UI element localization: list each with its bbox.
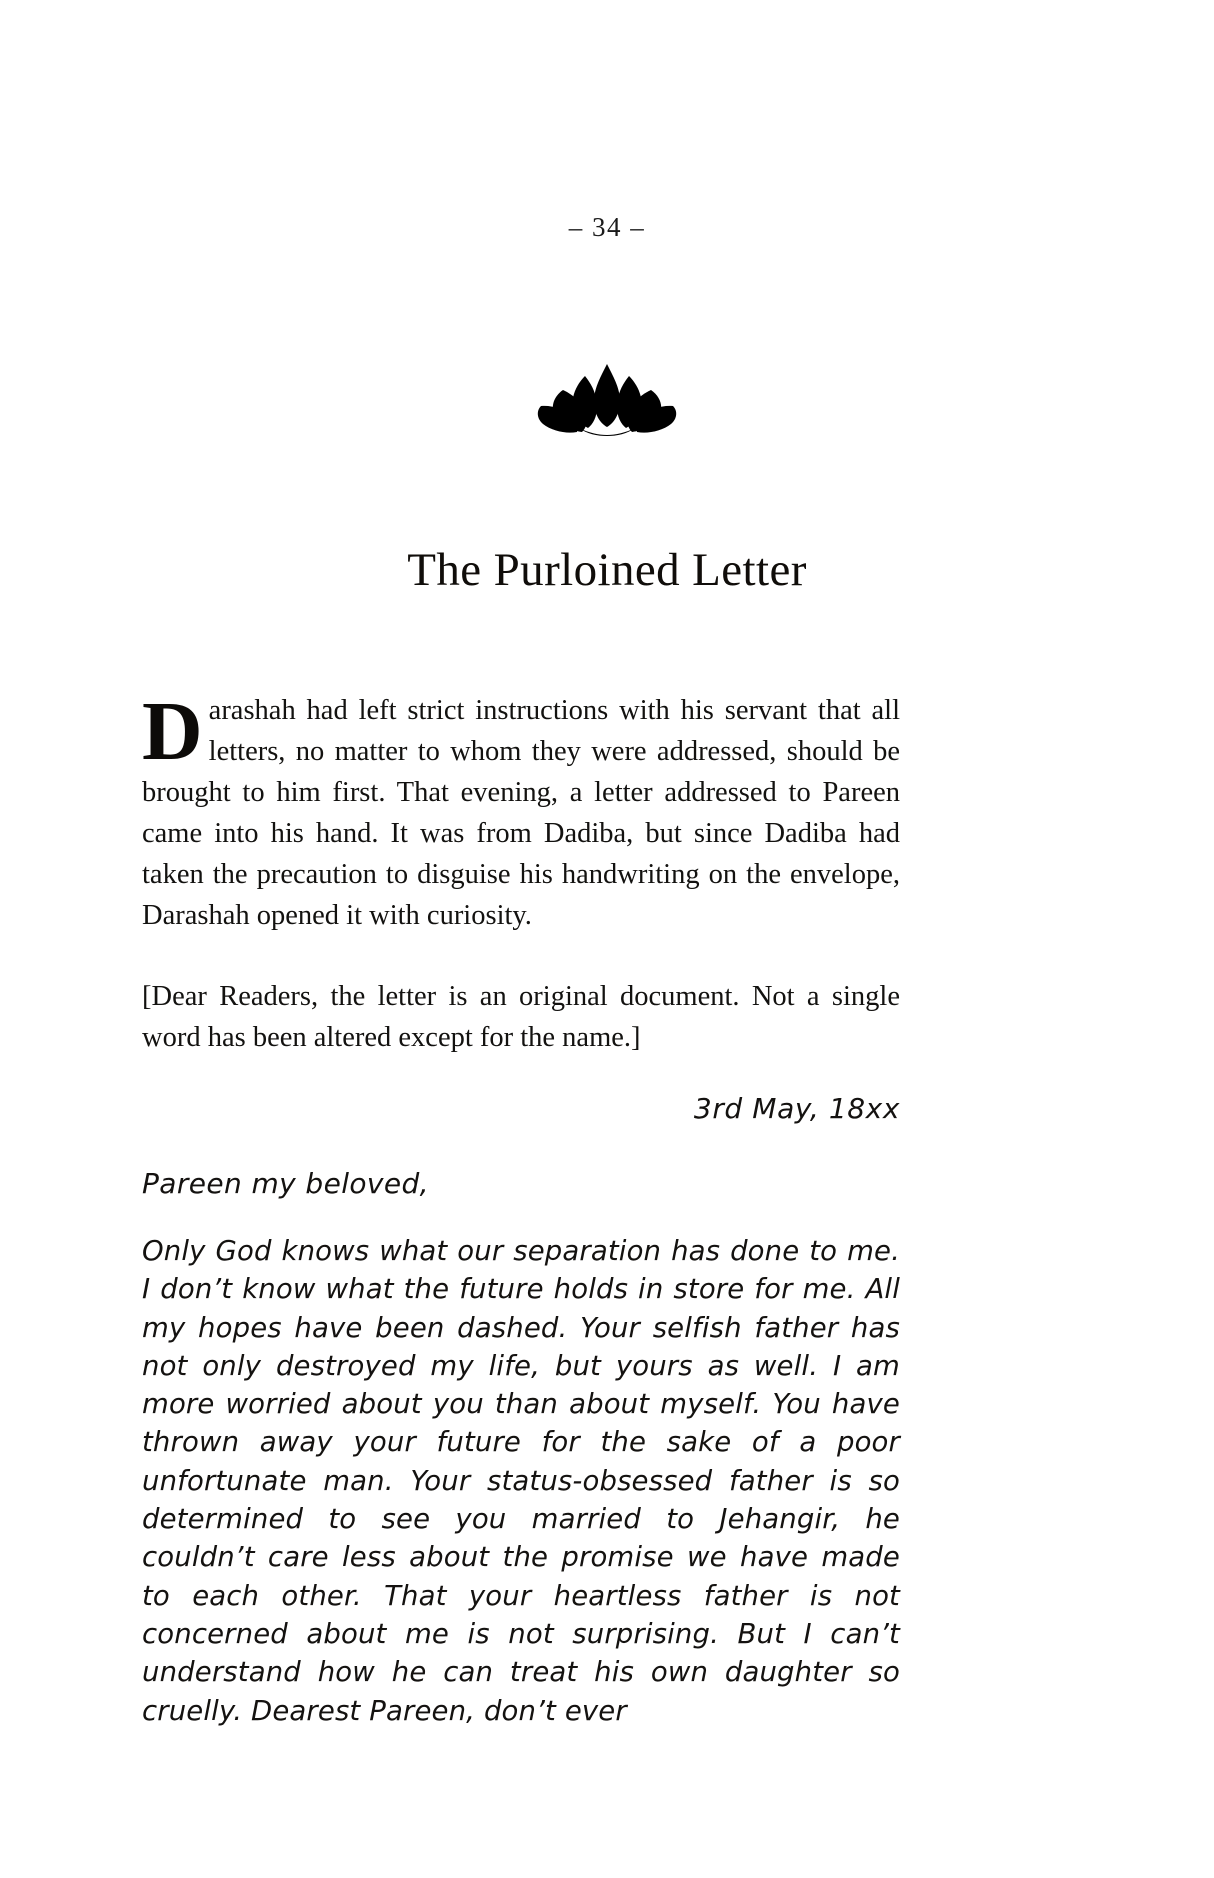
text-column — [142, 685, 900, 1730]
letter-salutation: Pareen my beloved, — [142, 1167, 429, 1200]
narrative-paragraph: Darashah had left strict instructions with his servant that all letters, no matter to whom they were addressed, should be brought to him first. That evening, a letter addressed to Pareen came into his hand. It was from Dadiba, but since Dadiba had taken the precaution to disguise his handwriting on the envelope, Darashah opened it with curiosity. — [142, 685, 900, 931]
lotus-flower-icon — [0, 362, 1214, 436]
editor-note-paragraph: [Dear Readers, the letter is an original document. Not a single word has been altered except for the name.] — [142, 981, 900, 1053]
letter-date: 3rd May, 18xx — [693, 1092, 900, 1125]
page-title: The Purloined Letter — [407, 544, 807, 597]
letter-body: Only God knows what our separation has done to me. I don’t know what the future holds in store for me. All my hopes have been dashed. Your selfish father has not only destroyed my life, but yours as well. I am more worried about you than about myself. You have thrown away your future for the sake of a poor unfortunate man. Your status-obsessed father is so determined to see you married to Jehangir, he couldn’t care less about the promise we have made to each other. That your heartless father is not concerned about me is not surprising. But I can’t understand how he can treat his own daughter so cruelly. Dearest Pareen, don’t ever — [142, 1235, 900, 1727]
page-number: – 34 – — [568, 212, 646, 242]
